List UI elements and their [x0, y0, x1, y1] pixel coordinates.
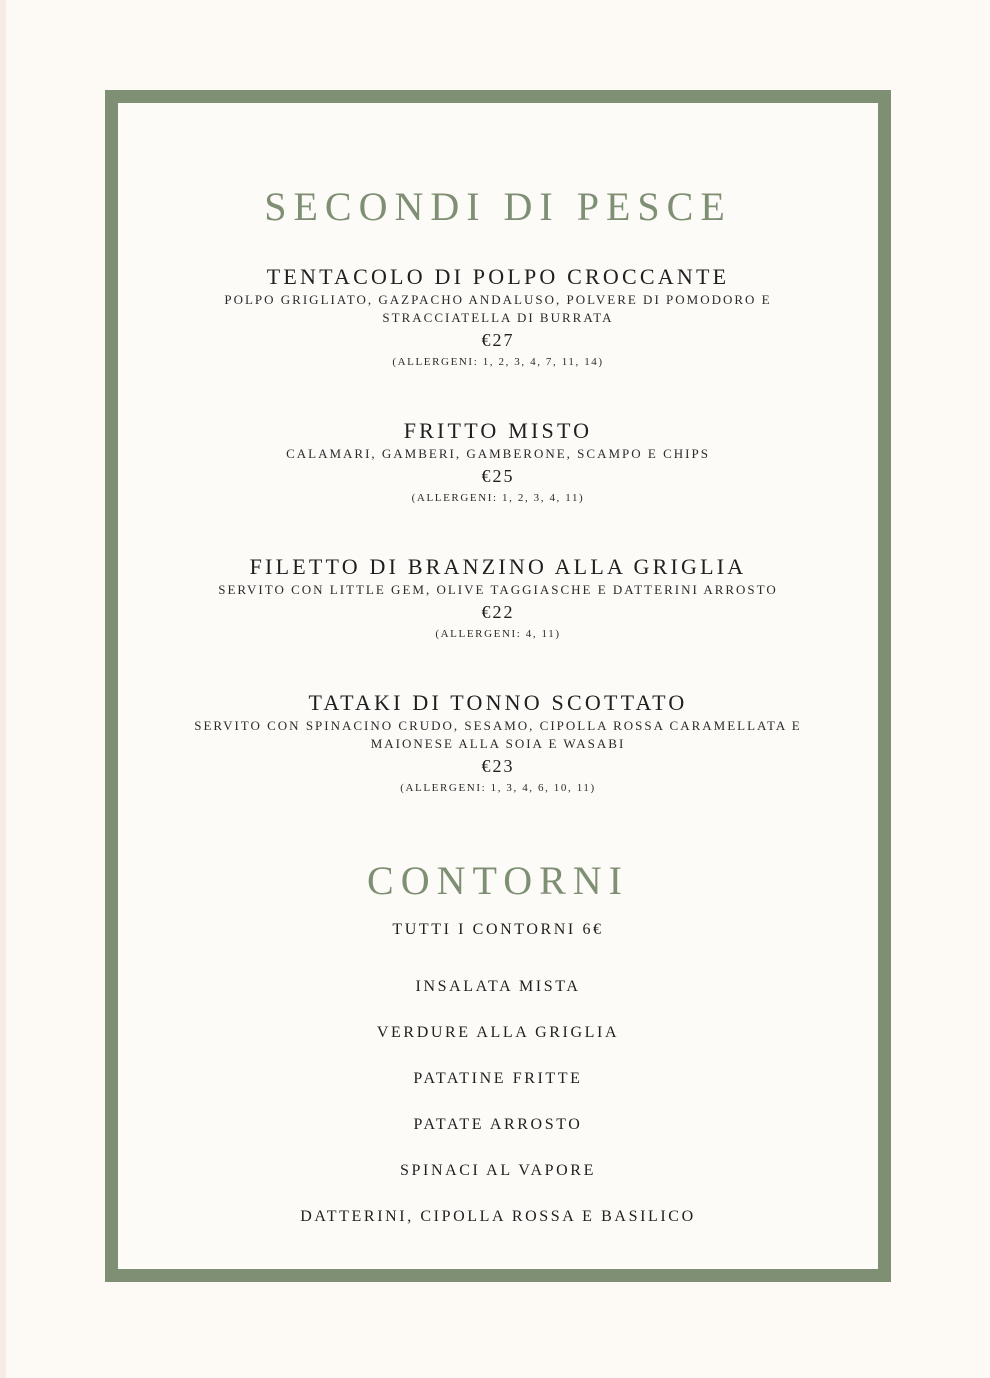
dish-polpo — [118, 263, 878, 371]
page-edge — [0, 0, 6, 1378]
dish-allergens: (ALLERGENI: 1, 2, 3, 4, 11) — [411, 492, 585, 504]
list-item: SPINACI AL VAPORE — [400, 1162, 596, 1179]
section-title-fish: SECONDI DI PESCE — [264, 184, 732, 229]
list-item: INSALATA MISTA — [415, 978, 581, 995]
dish-description: SERVITO CON LITTLE GEM, OLIVE TAGGIASCHE E DATTERINI ARROSTO — [218, 582, 778, 597]
dish-price: €25 — [481, 466, 515, 486]
menu-frame — [105, 90, 891, 1282]
dish-description: CALAMARI, GAMBERI, GAMBERONE, SCAMPO E CHIPS — [286, 446, 710, 461]
dish-description: SERVITO CON SPINACINO CRUDO, SESAMO, CIPOLLA ROSSA CARAMELLATA E MAIONESE ALLA SOIA E WASABI — [194, 718, 802, 751]
dish-allergens: (ALLERGENI: 4, 11) — [435, 628, 561, 640]
list-item: PATATINE FRITTE — [413, 1070, 583, 1087]
dish-name: FILETTO DI BRANZINO ALLA GRIGLIA — [249, 554, 747, 579]
dish-fritto-misto — [118, 417, 878, 507]
dish-allergens: (ALLERGENI: 1, 3, 4, 6, 10, 11) — [400, 782, 596, 794]
list-item: DATTERINI, CIPOLLA ROSSA E BASILICO — [300, 1208, 696, 1225]
section-title-sides: CONTORNI — [367, 858, 629, 903]
list-item: VERDURE ALLA GRIGLIA — [376, 1024, 620, 1041]
list-item: PATATE ARROSTO — [413, 1116, 583, 1133]
dish-name: TENTACOLO DI POLPO CROCCANTE — [266, 264, 730, 289]
sides-price-note: TUTTI I CONTORNI 6€ — [392, 921, 604, 938]
dish-tataki — [118, 689, 878, 797]
dish-allergens: (ALLERGENI: 1, 2, 3, 4, 7, 11, 14) — [392, 356, 604, 368]
sides-list — [118, 977, 878, 1253]
dish-price: €27 — [481, 330, 515, 350]
dish-description: POLPO GRIGLIATO, GAZPACHO ANDALUSO, POLVERE DI POMODORO E STRACCIATELLA DI BURRATA — [224, 292, 772, 325]
dish-price: €23 — [481, 756, 515, 776]
menu-content — [118, 103, 878, 1269]
dish-branzino — [118, 553, 878, 643]
dish-price: €22 — [481, 602, 515, 622]
dish-name: FRITTO MISTO — [403, 418, 593, 443]
dish-name: TATAKI DI TONNO SCOTTATO — [308, 690, 688, 715]
